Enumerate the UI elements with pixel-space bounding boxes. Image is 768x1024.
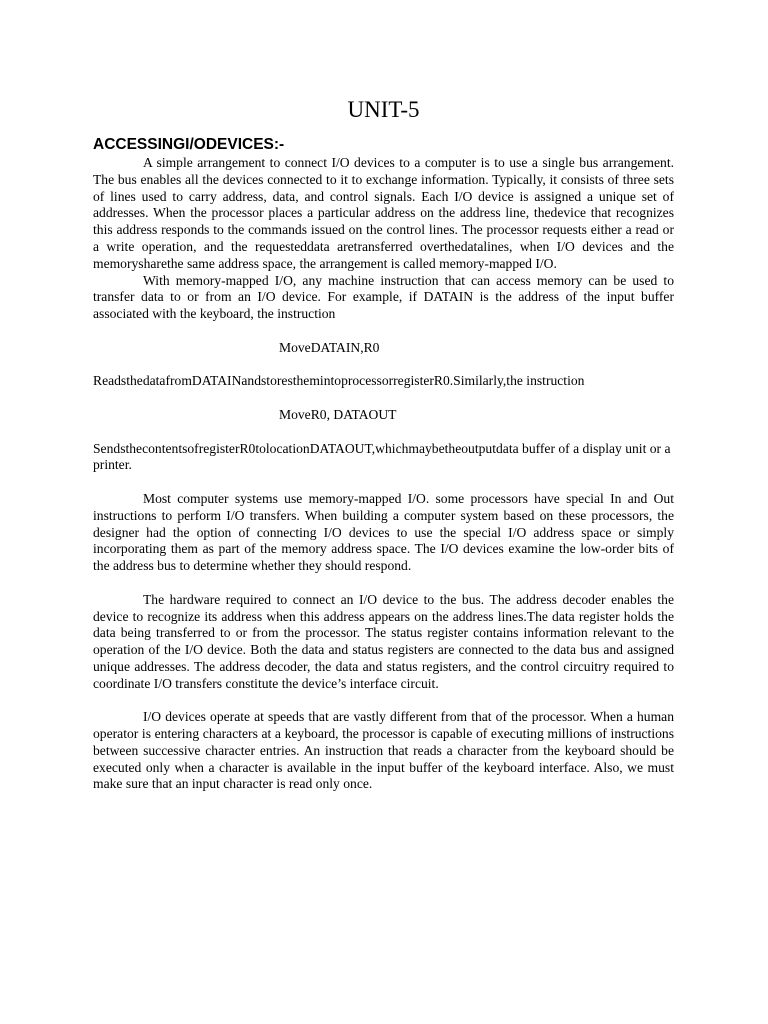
paragraph-bus-arrangement: A simple arrangement to connect I/O devices to a computer is to use a single bus arrangement. The bus enables all the devices connected to it to exchange information. Typically, it consists of three sets of lines used to carry address, data, and control signals. Each I/O device is assigned a unique set of addresses. When the processor places a particular address on the address line, thedevice that recognizes this address responds to the commands issued on the control lines. The processor requests either a read or a write operation, and the requesteddata aretransferred overthedatalines, when I/O devices and the memorysharethe same address space, the arrangement is called memory-mapped I/O.: [93, 155, 674, 271]
paragraph-interface-hardware: The hardware required to connect an I/O device to the bus. The address decoder enables the device to recognize its address when this address appears on the address lines.The data register holds the data being transferred to or from the processor. The status register contains information relevant to the operation of the I/O device. Both the data and status registers are connected to the data bus and assigned unique addresses. The address decoder, the data and status registers, and the control circuitry required to coordinate I/O transfers constitute the device’s interface circuit.: [93, 591, 674, 691]
spacer: [93, 390, 674, 407]
spacer: [93, 575, 674, 592]
spacer: [93, 424, 674, 441]
paragraph-device-speeds: I/O devices operate at speeds that are vastly different from that of the processor. When a human operator is entering characters at a keyboard, the processor is capable of executing millions of instructions between successive character entries. An instruction that reads a character from the keyboard should be executed only when a character is available in the input buffer of the keyboard interface. Also, we must make sure that an input character is read only once.: [93, 709, 674, 792]
spacer: [93, 323, 674, 340]
section-heading: ACCESSINGI/ODEVICES:-: [93, 136, 285, 153]
spacer: [93, 357, 674, 374]
paragraph-reads-data: ReadsthedatafromDATAINandstoresthemintoprocessorregisterR0.Similarly,the instruction: [93, 373, 585, 389]
page-title: UNIT-5: [347, 97, 420, 122]
spacer: [93, 693, 674, 710]
paragraph-memory-mapped-io: With memory-mapped I/O, any machine instruction that can access memory can be used to transfer data to or from an I/O device. For example, if DATAIN is the address of the input buffer associated with the keyboard, the instruction: [93, 272, 674, 322]
instruction-move-datain: MoveDATAIN,R0: [279, 339, 380, 355]
spacer: [93, 474, 674, 491]
document-page: [93, 96, 674, 793]
paragraph-sends-contents: SendsthecontentsofregisterR0tolocationDATAOUT,whichmaybetheoutputdata buffer of a display unit or a printer.: [93, 440, 671, 473]
paragraph-special-instructions: Most computer systems use memory-mapped I/O. some processors have special In and Out instructions to perform I/O transfers. When building a computer system based on these processors, the designer had the option of connecting I/O devices to use the special I/O address space or simply incorporating them as part of the memory address space. The I/O devices examine the low-order bits of the address bus to determine whether they should respond.: [93, 490, 674, 574]
instruction-move-dataout: MoveR0, DATAOUT: [279, 406, 397, 422]
